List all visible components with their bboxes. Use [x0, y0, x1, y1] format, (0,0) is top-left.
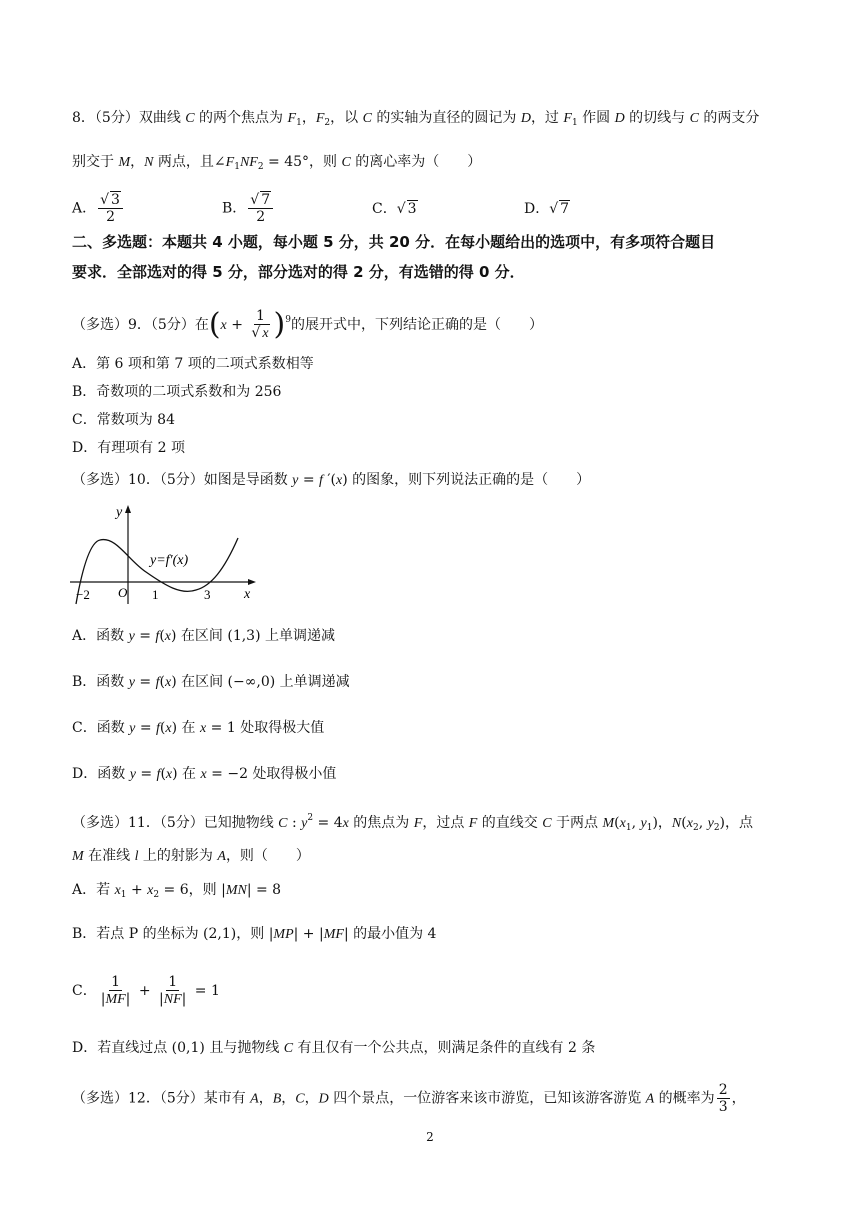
- q9-option-a: A．第 6 项和第 7 项的二项式系数相等: [72, 356, 314, 372]
- x-axis-label: x: [244, 587, 251, 602]
- q8-line1: 8．（5分）双曲线 C 的两个焦点为 $F_1$，$F_2$，以 C 的实轴为直径的圆记为 D，过 $F_1$ 作圆 D 的切线与 C 的两支分: [72, 110, 760, 128]
- q11-line2: M 在准线 l 上的射影为 A，则（ ）: [72, 848, 310, 864]
- q11-option-b: B．若点 P 的坐标为 (2,1)，则 |MP| + |MF| 的最小值为 4: [72, 926, 437, 942]
- q11-option-a: A．若 $x_1 + x_2 = 6$，则 |MN| = 8: [72, 882, 282, 900]
- q8-option-d: D．√ 7: [524, 201, 570, 217]
- q8-option-a: A． $\frac{√ 3}{2}$: [72, 192, 125, 225]
- q9-option-b: B．奇数项的二项式系数和为 256: [72, 384, 282, 400]
- q8-line2: 别交于 M，N 两点，且$\angle F_1NF_2 = 45^\circ$，则 C 的离心率为（ ）: [72, 154, 482, 172]
- q10-option-b: B．函数 y = f(x) 在区间 (−∞,0) 上单调递减: [72, 674, 350, 690]
- curve-label: y=f′(x): [150, 553, 189, 568]
- q11-option-d: D．若直线过点 (0,1) 且与抛物线 C 有且仅有一个公共点，则满足条件的直线有 2 条: [72, 1040, 596, 1056]
- x-axis-arrow: [248, 579, 256, 585]
- section2-heading-line1: 二、多选题：本题共 4 小题，每小题 5 分，共 20 分．在每小题给出的选项中，有多项符合题目: [72, 233, 716, 251]
- tick-label-3: 3: [204, 587, 211, 602]
- section2-heading-line2: 要求．全部选对的得 5 分，部分选对的得 2 分，有选错的得 0 分．: [72, 263, 525, 281]
- q9-stem: （多选）9．（5分）在(x + $\frac{1}{√ x}$ )$^9$的展开式中，下列结论正确的是（ ）: [72, 307, 543, 342]
- origin-label: O: [118, 585, 128, 600]
- q11-line1: （多选）11．（5分）已知抛物线 C : $y^2 = 4x$ 的焦点为 F，过点 F 的直线交 C 于两点 $M(x_1$, $y_1$)，$N(x_2$, $y_2$)，点: [72, 813, 754, 833]
- q10-option-c: C．函数 y = f(x) 在 x = 1 处取得极大值: [72, 720, 325, 736]
- q10-derivative-graph: [66, 500, 266, 610]
- q10-stem: （多选）10．（5分）如图是导函数 y = f ′(x) 的图象，则下列说法正确的是（ ）: [72, 472, 591, 488]
- q9-option-d: D．有理项有 2 项: [72, 440, 186, 456]
- y-axis-label: y: [116, 505, 123, 520]
- q10-option-d: D．函数 y = f(x) 在 x = −2 处取得极小值: [72, 766, 337, 782]
- y-axis-arrow: [125, 505, 131, 513]
- q12-line1: （多选）12．（5分）某市有 A，B，C，D 四个景点，一位游客来该市游览，已知该游客游览 A 的概率为 $\frac{2}{3}$ ，: [72, 1082, 746, 1115]
- page-number: 2: [426, 1130, 434, 1144]
- tick-label-1: 1: [152, 587, 159, 602]
- q8-option-c: C．√ 3: [372, 201, 417, 217]
- q9-option-c: C．常数项为 84: [72, 412, 175, 428]
- tick-label-neg2: −2: [76, 587, 90, 602]
- q8-option-b: B． $\frac{√ 7}{2}$: [222, 192, 275, 225]
- q10-option-a: A．函数 y = f(x) 在区间 (1,3) 上单调递减: [72, 628, 336, 644]
- q11-option-c: C． $\frac{1}{|MF|}$ + $\frac{1}{|NF|}$ = 1: [72, 974, 220, 1007]
